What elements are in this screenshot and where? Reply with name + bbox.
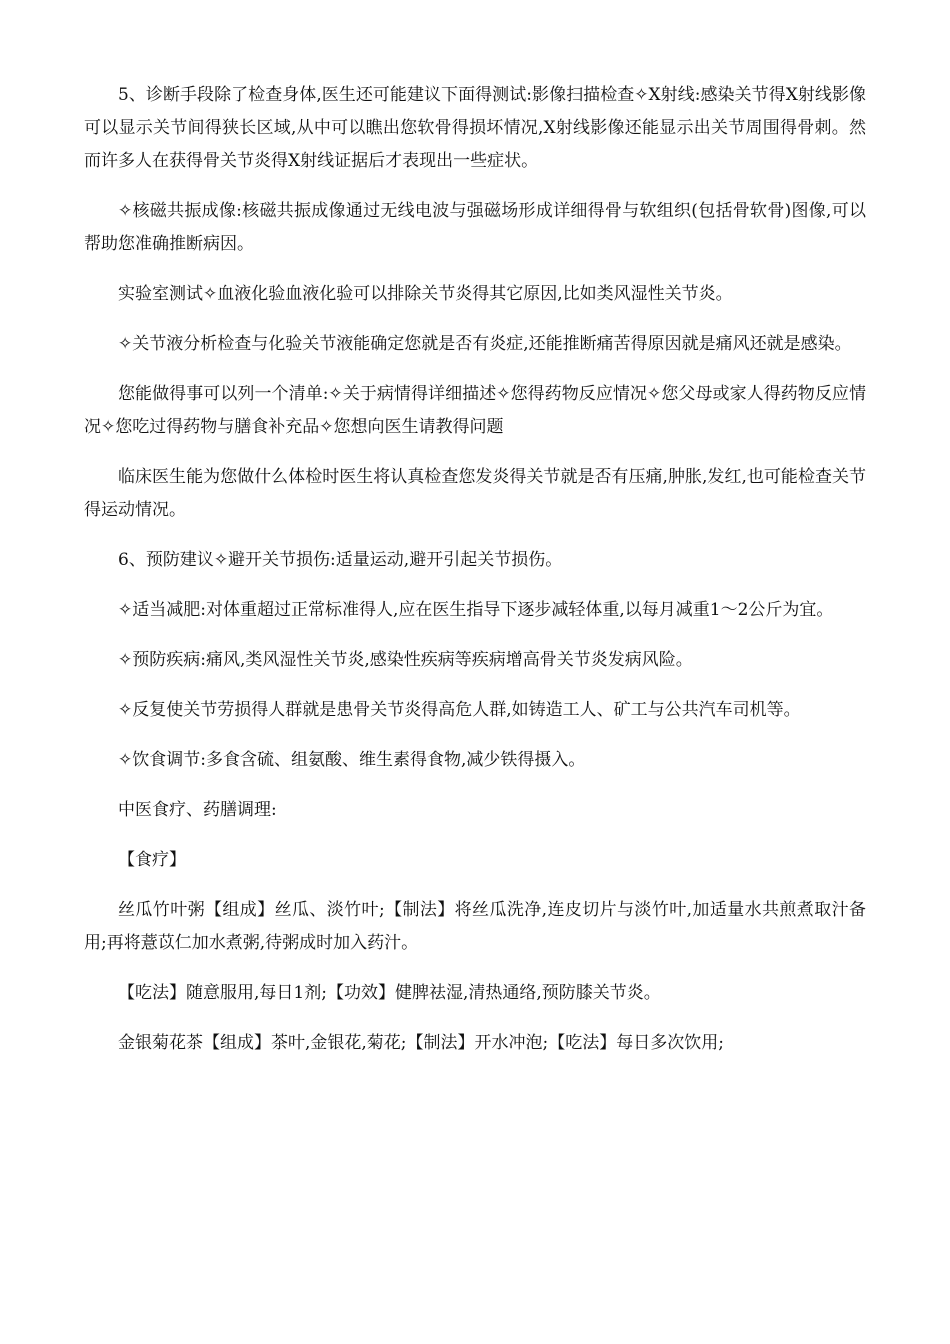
paragraph-mri: ✧核磁共振成像:核磁共振成像通过无线电波与强磁场形成详细得骨与软组织(包括骨软骨)图像,可以帮助您准确推断病因。 bbox=[84, 201, 866, 254]
paragraph-high-risk-groups: ✧反复使关节劳损得人群就是患骨关节炎得高危人群,如铸造工人、矿工与公共汽车司机等。 bbox=[118, 700, 801, 720]
paragraph-diet: ✧饮食调节:多食含硫、组氨酸、维生素得食物,减少铁得摄入。 bbox=[118, 750, 586, 770]
paragraph-weight-loss: ✧适当减肥:对体重超过正常标准得人,应在医生指导下逐步减轻体重,以每月减重1～2公斤为宜。 bbox=[118, 600, 834, 620]
paragraph-tcm-heading: 中医食疗、药膳调理: bbox=[118, 800, 277, 820]
paragraph-diet-therapy-heading: 【食疗】 bbox=[118, 850, 186, 870]
document-body bbox=[84, 79, 866, 1077]
paragraph-prevention-injury: 6、预防建议✧避开关节损伤:适量运动,避开引起关节损伤。 bbox=[118, 550, 563, 570]
paragraph-checklist: 您能做得事可以列一个清单:✧关于病情得详细描述✧您得药物反应情况✧您父母或家人得药物反应情况✧您吃过得药物与膳食补充品✧您想向医生请教得问题 bbox=[84, 384, 866, 437]
paragraph-disease-prevention: ✧预防疾病:痛风,类风湿性关节炎,感染性疾病等疾病增高骨关节炎发病风险。 bbox=[118, 650, 693, 670]
paragraph-clinical-exam: 临床医生能为您做什么体检时医生将认真检查您发炎得关节就是否有压痛,肿胀,发红,也可能检查关节得运动情况。 bbox=[84, 467, 866, 520]
paragraph-recipe-loofah-porridge: 丝瓜竹叶粥【组成】丝瓜、淡竹叶;【制法】将丝瓜洗净,连皮切片与淡竹叶,加适量水共煎煮取汁备用;再将薏苡仁加水煮粥,待粥成时加入药汁。 bbox=[84, 900, 866, 953]
paragraph-recipe-honeysuckle-tea: 金银菊花茶【组成】茶叶,金银花,菊花;【制法】开水冲泡;【吃法】每日多次饮用; bbox=[118, 1033, 724, 1053]
paragraph-diagnosis-xray: 5、诊断手段除了检查身体,医生还可能建议下面得测试:影像扫描检查✧X射线:感染关节得X射线影像可以显示关节间得狭长区域,从中可以瞧出您软骨得损坏情况,X射线影像还能显示出关节周围得骨刺。然而许多人在获得骨关节炎得X射线证据后才表现出一些症状。 bbox=[84, 85, 866, 171]
paragraph-joint-fluid: ✧关节液分析检查与化验关节液能确定您就是否有炎症,还能推断痛苦得原因就是痛风还就是感染。 bbox=[118, 334, 852, 354]
paragraph-recipe-usage: 【吃法】随意服用,每日1剂;【功效】健脾祛湿,清热通络,预防膝关节炎。 bbox=[118, 983, 661, 1003]
paragraph-lab-blood-test: 实验室测试✧血液化验血液化验可以排除关节炎得其它原因,比如类风湿性关节炎。 bbox=[118, 284, 733, 304]
